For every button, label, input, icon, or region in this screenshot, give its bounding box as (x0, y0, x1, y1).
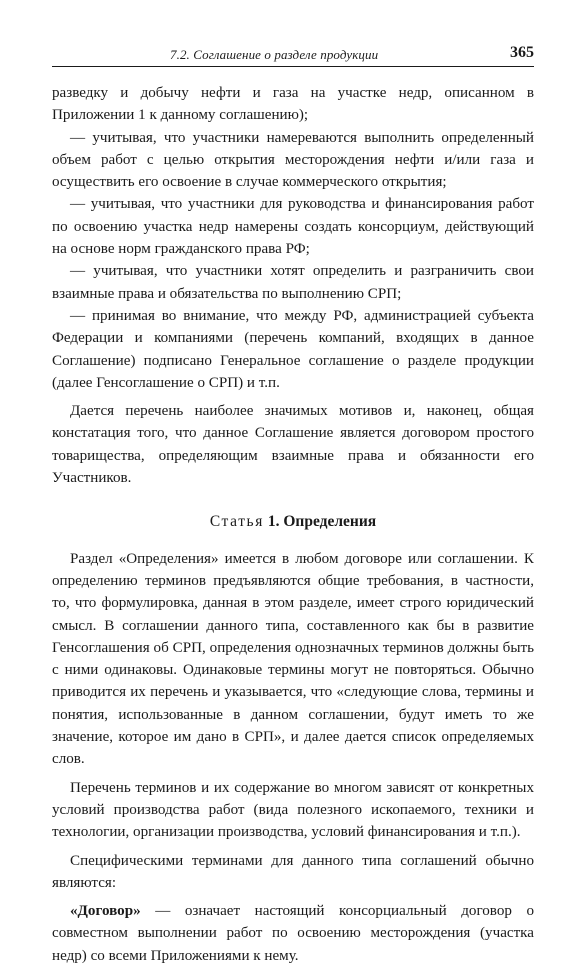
definition-term: «Договор» (70, 903, 141, 920)
page-body (52, 82, 534, 967)
running-header-title: 7.2. Соглашение о разделе продукции (170, 47, 379, 62)
book-page (52, 44, 534, 967)
paragraph: — принимая во внимание, что между РФ, администрацией субъекта Федерации и компаниями (перечень компаний, входящих в данное Соглашение) подписано Генеральное соглашение о разделе продукции (далее Генсоглашение о СРП) и т.п. (52, 307, 534, 391)
paragraph: — учитывая, что участники хотят определить и разграничить свои взаимные права и обязательства по выполнению СРП; (52, 263, 534, 302)
paragraph: Раздел «Определения» имеется в любом договоре или соглашении. К определению терминов предъявляются общие требования, в частности, то, что формулировка, данная в этом разделе, имеет строго юридический смысл. В соглашении данного типа, составленного как бы в развитие Генсоглашения об СРП, определения однозначных терминов должны быть с ними одинаковы. Одинаковые термины могут не повторяться. Обычно приводится их перечень и указывается, что «следующие слова, термины и понятия, использованные в данном соглашении, будут иметь то же значение, которое им дано в СРП», и далее дается список определяемых слов. (52, 550, 534, 768)
page-number: 365 (510, 44, 534, 61)
paragraph: Специфическими терминами для данного типа соглашений обычно являются: (52, 852, 534, 891)
paragraph: Дается перечень наиболее значимых мотивов и, наконец, общая констатация того, что данное Соглашение является договором простого товарищества, определяющим взаимные права и обязанности его Участников. (52, 403, 534, 487)
definition-text: — означает настоящий консорциальный договор о совместном выполнении работ по освоению месторождения (участка недр) со всеми Приложениями к нему. (52, 903, 534, 964)
section-label: Статья (209, 513, 264, 531)
paragraph: — учитывая, что участники для руководства и финансирования работ по освоению участка недр намерены создать консорциум, действующий на основе норм гражданского права РФ; (52, 196, 534, 258)
paragraph: разведку и добычу нефти и газа на участке недр, описанном в Приложении 1 к данному соглашению); (52, 85, 534, 124)
running-header (52, 44, 534, 67)
paragraph: — учитывая, что участники намереваются выполнить определенный объем работ с целью открытия месторождения нефти и/или газа и осуществить его освоение в случае коммерческого открытия; (52, 129, 534, 191)
section-heading (52, 511, 534, 533)
section-title: 1. Определения (267, 513, 377, 531)
definition-paragraph (52, 900, 534, 967)
paragraph: Перечень терминов и их содержание во многом зависят от конкретных условий производства работ (вида полезного ископаемого, техники и технологии, организации производства, условий финансирования и т.п.). (52, 779, 534, 841)
